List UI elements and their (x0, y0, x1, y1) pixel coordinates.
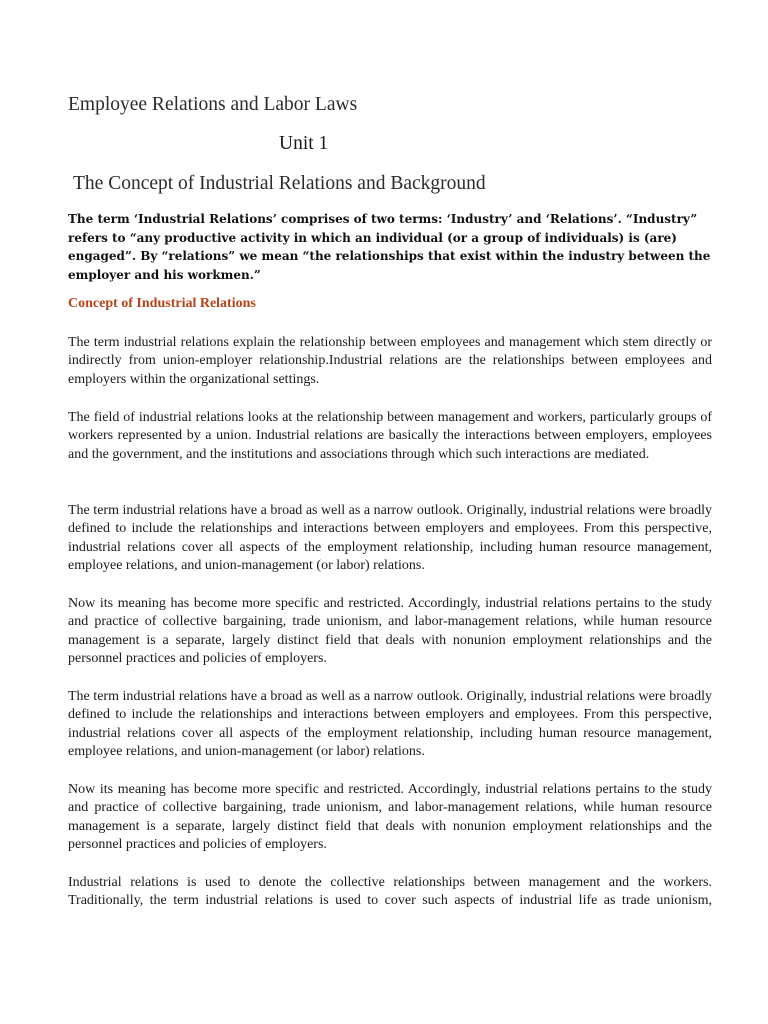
section-heading: Concept of Industrial Relations (68, 296, 256, 311)
unit-label: Unit 1 (279, 133, 329, 154)
paragraph-5: The term industrial relations have a broad as well as a narrow outlook. Originally, industrial relations were broadly defined to include the relationships and interactions between employers and employees. From this perspective, industrial relations cover all aspects of the employment relationship, including human resource management, employee relations, and union-management (or labor) relations. (68, 689, 712, 759)
intro-definition: The term ‘Industrial Relations’ comprises of two terms: ‘Industry’ and ‘Relations’. “Industry” refers to “any productive activity in which an individual (or a group of individuals) is (are) engaged”. By “relations” we mean “the relationships that exist within the industry between the employer and his workmen.” (68, 212, 711, 282)
paragraph-7: Industrial relations is used to denote the collective relationships between management and the workers. Traditionally, the term industrial relations is used to cover such aspects of industrial life as trade unionism, (68, 875, 712, 909)
paragraph-2: The field of industrial relations looks at the relationship between management and workers, particularly groups of workers represented by a union. Industrial relations are basically the interactions between employers, employees and the government, and the institutions and associations through which such interactions are mediated. (68, 410, 712, 462)
paragraph-3: The term industrial relations have a broad as well as a narrow outlook. Originally, industrial relations were broadly defined to include the relationships and interactions between employers and employees. From this perspective, industrial relations cover all aspects of the employment relationship, including human resource management, employee relations, and union-management (or labor) relations. (68, 503, 712, 573)
chapter-title: The Concept of Industrial Relations and Background (73, 173, 486, 194)
document-title: Employee Relations and Labor Laws (68, 94, 358, 115)
paragraph-6: Now its meaning has become more specific and restricted. Accordingly, industrial relations pertains to the study and practice of collective bargaining, trade unionism, and labor-management relations, while human resource management is a separate, largely distinct field that deals with nonunion employment relationships and the personnel practices and policies of employers. (68, 782, 712, 852)
paragraph-1: The term industrial relations explain the relationship between employees and management which stem directly or indirectly from union-employer relationship.Industrial relations are the relationships between employees and employers within the organizational settings. (68, 335, 712, 387)
paragraph-4: Now its meaning has become more specific and restricted. Accordingly, industrial relations pertains to the study and practice of collective bargaining, trade unionism, and labor-management relations, while human resource management is a separate, largely distinct field that deals with nonunion employment relationships and the personnel practices and policies of employers. (68, 596, 712, 666)
